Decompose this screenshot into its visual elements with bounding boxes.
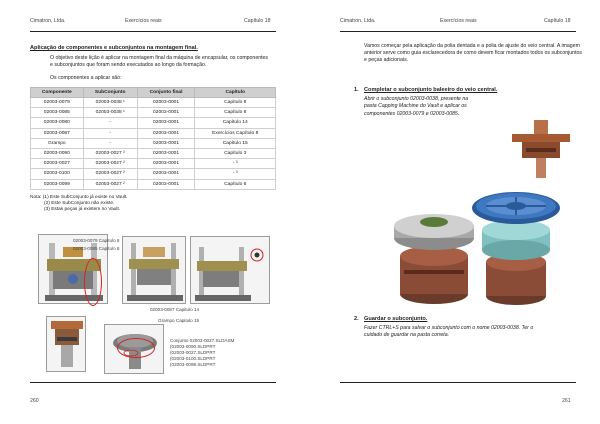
header-center: Exercícios reais (125, 18, 162, 24)
caption-assembly-list (170, 338, 234, 368)
step-2-line: Fazer CTRL+S para salvar o subconjunto com o nome 02003-0038. Ter o (364, 325, 534, 331)
table-cell: 02003-0001 (137, 118, 195, 128)
table-cell: Grampo (31, 138, 84, 148)
header-right: Capítulo 18 (244, 18, 271, 24)
table-cell: 02003-0100 (31, 169, 84, 179)
caption-line: (02003-0027.SLDPRT (170, 350, 216, 355)
step-2-title: Guardar o subconjunto. (364, 316, 428, 322)
table-row (31, 118, 276, 128)
step-1-number: 1. (354, 87, 359, 93)
pulley-shaft-image (506, 118, 576, 180)
intro-paragraph: O objetivo deste lição é aplicar na montagem final da máquina de encapsular, os componentes e subconjuntos que foram sendo executados ao longo da formação. (50, 55, 269, 68)
header-left: Cimatron, Ltda. (340, 18, 376, 24)
caption-line: (02003-0090.SLDPRT (170, 344, 216, 349)
step-1-title: Completar o subconjunto baleeiro do veio central. (364, 87, 498, 93)
table-row (31, 108, 276, 118)
table-cell: Capítulo 8 (195, 108, 276, 118)
step-2-body (364, 325, 533, 340)
table-row (31, 148, 276, 158)
table-header-cell: Capítulo (195, 88, 276, 98)
right-intro-paragraph: Vamos começar pela aplicação da polia dentada e a polia de ajuste do veio central. A imagem anterior serve como guia esclarecedora de como devem ficar montados todos os subconjuntos e peças adicionais. (364, 43, 582, 63)
step-1-line: componentes 02003-0079 e 02003-0085. (364, 110, 460, 117)
table-cell: 02003-0001 (137, 148, 195, 158)
assembly-3d-image (382, 186, 568, 310)
table-cell: - (83, 118, 137, 128)
table-cell: Capítulo 15 (195, 138, 276, 148)
intro-list-label: Os componentes a aplicar são: (50, 75, 122, 81)
table-cell: - (83, 128, 137, 138)
header-right: Capítulo 18 (544, 18, 571, 24)
table-notes (30, 195, 128, 212)
machine-image-3 (190, 236, 270, 304)
caption-line: (02003-0099.SLDPRT (170, 362, 216, 367)
table-cell: 02003-0001 (137, 179, 195, 189)
section-title: Aplicação de componentes e subconjuntos na montagem final. (30, 45, 198, 51)
step-1-line: Abrir o subconjunto 02003-0038, presente na (364, 96, 469, 102)
table-cell: 02003-0090 (31, 148, 84, 158)
footer-rule-right (340, 382, 576, 383)
table-header-cell: SubConjunto (83, 88, 137, 98)
footer-rule (30, 382, 276, 383)
table-cell: 02003-0027 (31, 159, 84, 169)
caption-part-2: 02003-0085 Capitulo 8 (73, 246, 120, 251)
callout-circle (117, 338, 155, 358)
table-row (31, 138, 276, 148)
page-number: 260 (30, 398, 39, 404)
table-cell: 02003-0027 ² (83, 159, 137, 169)
table-cell: 02003-0001 (137, 98, 195, 108)
caption-line: Conjunto 02003-0027.SLDASM (170, 338, 235, 343)
table-cell: 02003-0027 ² (83, 179, 137, 189)
caption-line: (02003-0100.SLDPRT (170, 356, 216, 361)
header-rule (340, 31, 576, 32)
table-cell: 02003-0001 (137, 138, 195, 148)
table-cell: Capítulo 5 (195, 179, 276, 189)
table-cell: 02003-0085 (31, 108, 84, 118)
table-row (31, 179, 276, 189)
table-cell: - ³ (195, 169, 276, 179)
table-cell: 02003-0087 (31, 128, 84, 138)
table-cell: 02003-0001 (137, 108, 195, 118)
caption-part-4: Grampo Capitulo 15 (158, 318, 200, 323)
machine-image-2 (122, 236, 186, 304)
table-cell: 02003-0027 ² (83, 148, 137, 158)
table-cell: Exercícios Capítulo 8 (195, 128, 276, 138)
note-line: (2) Este SubConjunto não existe. (44, 200, 115, 206)
components-table (30, 87, 276, 190)
step-1-line: pasta Capping Machine do Vault e aplicar os (364, 103, 467, 110)
callout-circle (84, 258, 102, 306)
caption-part-1: 02003-0079 Capitulo 8 (73, 238, 120, 243)
table-header-cell: Conjunto final (137, 88, 195, 98)
table-row (31, 128, 276, 138)
table-cell: 02003-0001 (137, 169, 195, 179)
header-center: Exercícios reais (440, 18, 477, 24)
table-cell: 02003-0027 ² (83, 169, 137, 179)
table-row (31, 98, 276, 108)
table-cell: - (83, 138, 137, 148)
step-2-number: 2. (354, 316, 359, 322)
table-header-row (31, 88, 276, 98)
table-cell: Capítulo 3 (195, 148, 276, 158)
header-rule (30, 31, 276, 32)
table-cell: Capítulo 8 (195, 98, 276, 108)
step-1-body (364, 96, 468, 118)
table-cell: 02003-0001 (137, 128, 195, 138)
table-cell: 02003-0038 ¹ (83, 98, 137, 108)
table-cell: 02003-0038 ¹ (83, 108, 137, 118)
note-line: Nota: (1) Este SubConjunto já existe no Vault. (30, 195, 128, 200)
table-cell: 02003-0080 (31, 118, 84, 128)
step-2-line: cuidado de guardar na pasta correta. (364, 332, 450, 339)
table-cell: 02003-0099 (31, 179, 84, 189)
header-left: Cimatron, Ltda. (30, 18, 66, 24)
table-cell: - ³ (195, 159, 276, 169)
table-row (31, 159, 276, 169)
page-number-right: 261 (562, 398, 571, 404)
table-row (31, 169, 276, 179)
caption-part-3: 02003-0087 Capitulo 14 (150, 307, 200, 312)
table-header-cell: Componente (31, 88, 84, 98)
note-line: (3) Estas peças já existem no Vault. (44, 206, 121, 212)
table-cell: 02003-0001 (137, 159, 195, 169)
assembly-detail-image (46, 316, 86, 372)
table-cell: Capítulo 14 (195, 118, 276, 128)
table-cell: 02003-0079 (31, 98, 84, 108)
